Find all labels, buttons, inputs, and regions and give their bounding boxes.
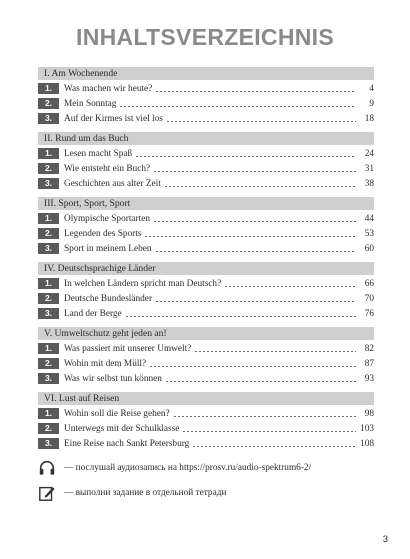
legend-notebook bbox=[38, 484, 378, 502]
dot-leader bbox=[166, 381, 356, 382]
entry-title: Was passiert mit unserer Umwelt? bbox=[64, 343, 192, 354]
toc-entry bbox=[38, 421, 374, 436]
toc-section bbox=[38, 67, 374, 126]
toc-entry bbox=[38, 241, 374, 256]
section-heading: I. Am Wochenende bbox=[38, 67, 374, 80]
entry-number-badge: 3. bbox=[38, 178, 59, 189]
dot-leader bbox=[165, 186, 356, 187]
entry-number-badge: 3. bbox=[38, 373, 59, 384]
dot-leader bbox=[154, 221, 356, 222]
toc-section bbox=[38, 197, 374, 256]
entry-number-badge: 2. bbox=[38, 293, 59, 304]
section-heading: V. Umweltschutz geht jeden an! bbox=[38, 327, 374, 340]
toc-entry bbox=[38, 111, 374, 126]
section-heading: III. Sport, Sport, Sport bbox=[38, 197, 374, 210]
entry-title: Lesen macht Spaß bbox=[64, 148, 133, 159]
entry-page-number: 9 bbox=[369, 98, 374, 109]
legend-audio bbox=[38, 459, 378, 477]
entry-title: In welchen Ländern spricht man Deutsch? bbox=[64, 278, 222, 289]
dot-leader bbox=[174, 416, 356, 417]
toc-entry bbox=[38, 81, 374, 96]
entry-number-badge: 2. bbox=[38, 423, 59, 434]
entry-title: Sport in meinem Leben bbox=[64, 243, 152, 254]
entry-page-number: 53 bbox=[364, 228, 374, 239]
entry-number-badge: 2. bbox=[38, 358, 59, 369]
entry-number-badge: 1. bbox=[38, 408, 59, 419]
toc-entry bbox=[38, 371, 374, 386]
dot-leader bbox=[120, 106, 356, 107]
entry-page-number: 60 bbox=[364, 243, 374, 254]
entry-title: Wie entsteht ein Buch? bbox=[64, 163, 151, 174]
entry-page-number: 98 bbox=[364, 408, 374, 419]
dot-leader bbox=[167, 121, 356, 122]
entry-page-number: 93 bbox=[364, 373, 374, 384]
entry-title: Auf der Kirmes ist viel los bbox=[64, 113, 163, 124]
entry-page-number: 76 bbox=[364, 308, 374, 319]
entry-number-badge: 3. bbox=[38, 308, 59, 319]
page-title: INHALTSVERZEICHNIS bbox=[76, 24, 334, 50]
pencil-notebook-icon bbox=[38, 484, 56, 502]
toc-entry bbox=[38, 436, 374, 451]
dot-leader bbox=[195, 351, 356, 352]
entry-page-number: 70 bbox=[364, 293, 374, 304]
section-heading: IV. Deutschsprachige Länder bbox=[38, 262, 374, 275]
entry-page-number: 66 bbox=[364, 278, 374, 289]
dot-leader bbox=[156, 301, 356, 302]
toc-entry bbox=[38, 161, 374, 176]
dot-leader bbox=[156, 91, 356, 92]
entry-page-number: 38 bbox=[364, 178, 374, 189]
toc-entry bbox=[38, 306, 374, 321]
toc-entry bbox=[38, 226, 374, 241]
entry-number-badge: 2. bbox=[38, 98, 59, 109]
dot-leader bbox=[156, 251, 356, 252]
entry-number-badge: 3. bbox=[38, 113, 59, 124]
entry-title: Eine Reise nach Sankt Petersburg bbox=[64, 438, 190, 449]
toc-section bbox=[38, 262, 374, 321]
entry-page-number: 18 bbox=[364, 113, 374, 124]
entry-page-number: 103 bbox=[360, 423, 374, 434]
dot-leader bbox=[225, 286, 356, 287]
toc-entry bbox=[38, 291, 374, 306]
dot-leader bbox=[126, 316, 356, 317]
entry-title: Wohin soll die Reise gehen? bbox=[64, 408, 170, 419]
entry-page-number: 4 bbox=[369, 83, 374, 94]
entry-title: Was wir selbst tun können bbox=[64, 373, 162, 384]
toc-section bbox=[38, 392, 374, 451]
entry-number-badge: 1. bbox=[38, 148, 59, 159]
entry-number-badge: 1. bbox=[38, 343, 59, 354]
toc-entry bbox=[38, 341, 374, 356]
entry-page-number: 24 bbox=[364, 148, 374, 159]
dot-leader bbox=[150, 366, 356, 367]
entry-title: Wohin mit dem Müll? bbox=[64, 358, 147, 369]
legend-audio-text: — послушай аудиозапись на https://prosv.ru/audio-spektrum6-2/ bbox=[64, 463, 312, 473]
entry-title: Unterwegs mit der Schulklasse bbox=[64, 423, 180, 434]
entry-title: Land der Berge bbox=[64, 308, 122, 319]
toc-entry bbox=[38, 406, 374, 421]
entry-number-badge: 1. bbox=[38, 213, 59, 224]
entry-number-badge: 1. bbox=[38, 83, 59, 94]
headphones-icon bbox=[38, 459, 56, 477]
page-number: 3 bbox=[382, 534, 388, 545]
entry-number-badge: 1. bbox=[38, 278, 59, 289]
entry-number-badge: 3. bbox=[38, 243, 59, 254]
toc-entry bbox=[38, 276, 374, 291]
toc-section bbox=[38, 327, 374, 386]
entry-page-number: 108 bbox=[360, 438, 374, 449]
dot-leader bbox=[145, 236, 356, 237]
toc-entry bbox=[38, 176, 374, 191]
table-of-contents bbox=[38, 67, 374, 457]
entry-page-number: 87 bbox=[364, 358, 374, 369]
toc-entry bbox=[38, 211, 374, 226]
toc-entry bbox=[38, 96, 374, 111]
entry-title: Olympische Sportarten bbox=[64, 213, 150, 224]
dot-leader bbox=[136, 156, 356, 157]
entry-title: Was machen wir heute? bbox=[64, 83, 153, 94]
toc-entry bbox=[38, 356, 374, 371]
entry-title: Mein Sonntag bbox=[64, 98, 117, 109]
entry-page-number: 44 bbox=[364, 213, 374, 224]
legend-notebook-text: — выполни задание в отдельной тетради bbox=[64, 488, 227, 498]
entry-title: Deutsche Bundesländer bbox=[64, 293, 153, 304]
toc-section bbox=[38, 132, 374, 191]
entry-title: Legenden des Sports bbox=[64, 228, 142, 239]
entry-number-badge: 2. bbox=[38, 228, 59, 239]
entry-number-badge: 3. bbox=[38, 438, 59, 449]
dot-leader bbox=[183, 431, 356, 432]
section-heading: II. Rund um das Buch bbox=[38, 132, 374, 145]
section-heading: VI. Lust auf Reisen bbox=[38, 392, 374, 405]
entry-page-number: 31 bbox=[364, 163, 374, 174]
entry-number-badge: 2. bbox=[38, 163, 59, 174]
dot-leader bbox=[154, 171, 356, 172]
entry-page-number: 82 bbox=[364, 343, 374, 354]
entry-title: Geschichten aus alter Zeit bbox=[64, 178, 161, 189]
toc-entry bbox=[38, 146, 374, 161]
dot-leader bbox=[193, 446, 356, 447]
